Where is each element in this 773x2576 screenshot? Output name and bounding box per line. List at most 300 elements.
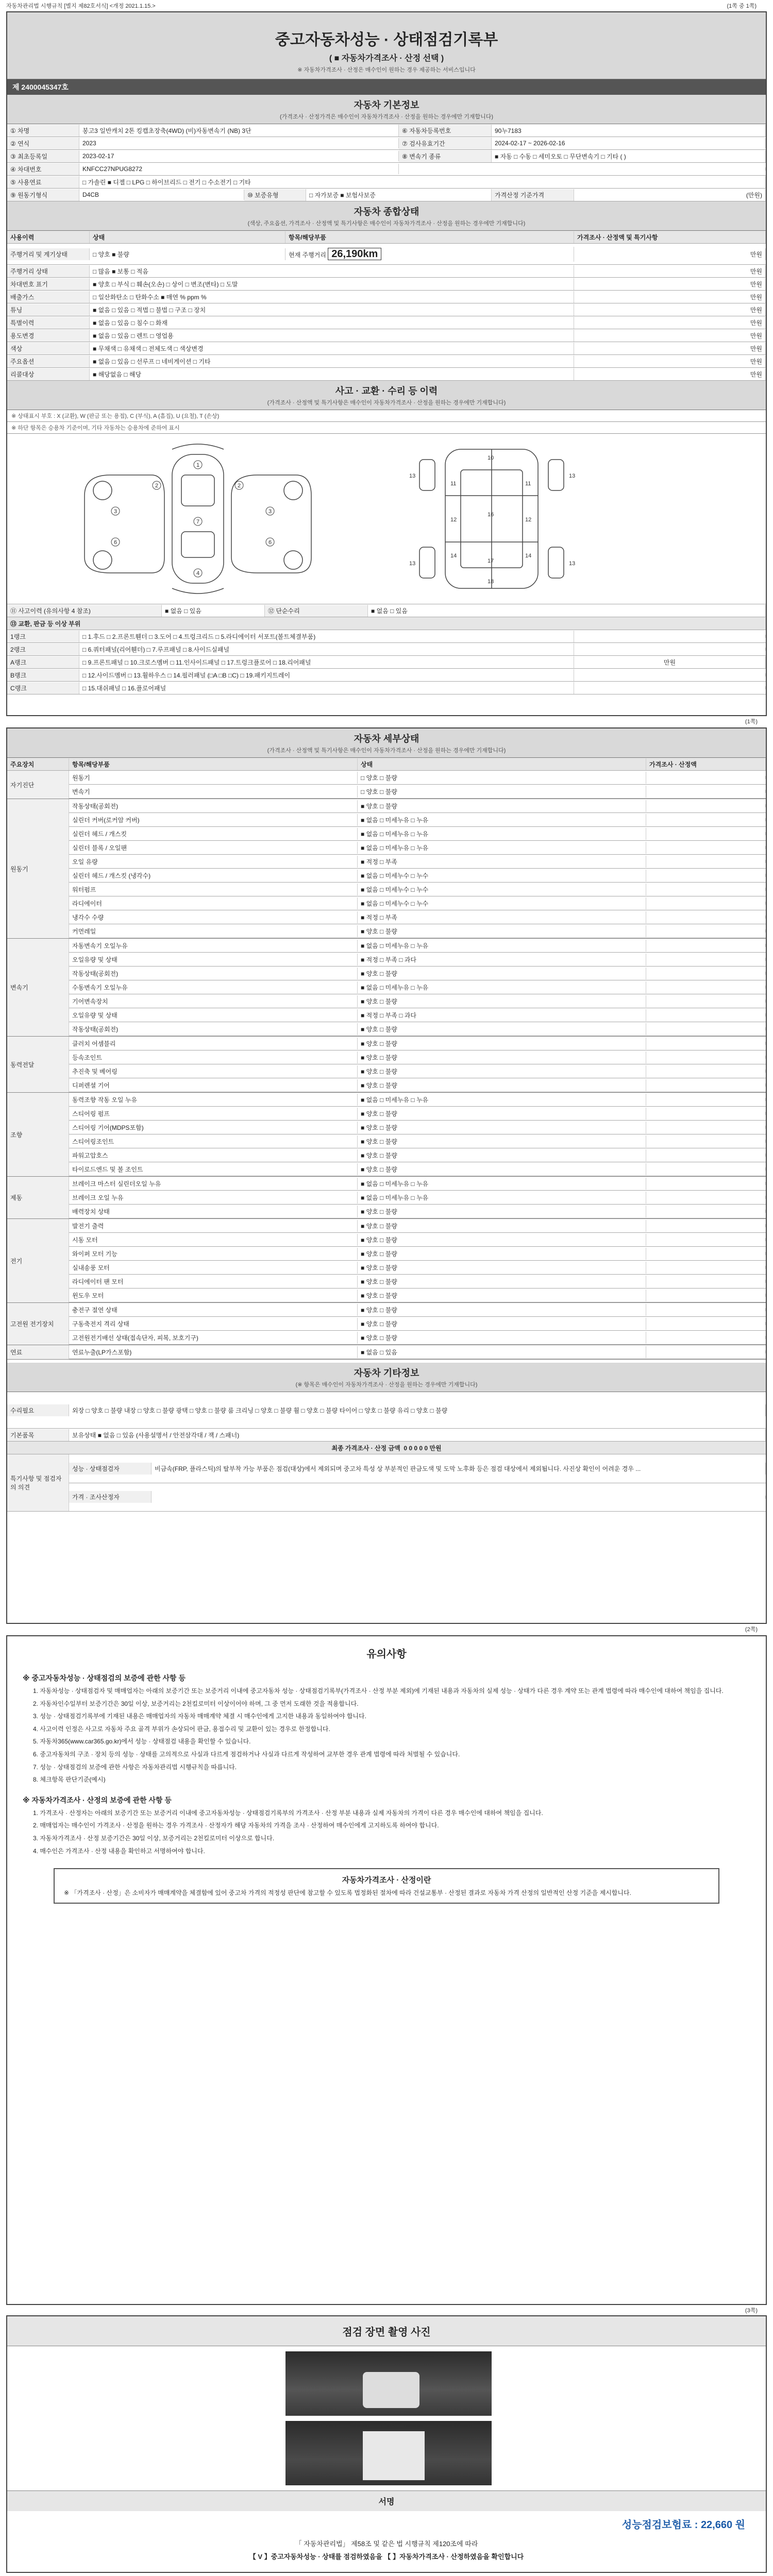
- detail-item-price: [646, 1266, 766, 1269]
- detail-item-row: [69, 869, 766, 883]
- summary-key: 튜닝: [7, 304, 90, 316]
- detail-item-row: [69, 1275, 766, 1289]
- detail-item-price: [646, 1224, 766, 1227]
- other-value: 보유상태 ■ 없음 □ 있음 (사용설명서 / 안전삼각대 / 잭 / 스패너): [69, 1429, 766, 1441]
- appraisal-box-text: ※ 「가격조사 · 산정」은 소비자가 매매계약을 체결함에 있어 중고차 가격의 적정성 판단에 참고할 수 있도록 법정화된 절차에 따라 건설교통부 · 산정된 결과로 자동차 가격 산정의 일반적인 산정 기준을 제시합니다.: [64, 1889, 631, 1897]
- summary-key: 주행거리 상태: [7, 265, 90, 277]
- detail-item-price: [646, 1252, 766, 1255]
- detail-item-row: [69, 1078, 766, 1092]
- svg-text:2: 2: [238, 483, 241, 489]
- detail-item-state: ■ 양호 □ 불량: [358, 1290, 646, 1301]
- detail-item-part: 타이로드엔드 및 볼 조인트: [69, 1163, 358, 1175]
- other-info-subnote: (※ 항목은 매수인이 자동차가격조사 · 산정을 원하는 경우에만 기재합니다): [295, 1382, 478, 1388]
- detail-item-part: 기어변속장치: [69, 995, 358, 1007]
- svg-text:11: 11: [450, 481, 457, 487]
- summary-table: [7, 244, 766, 381]
- detail-item-part: 오일유량 및 상태: [69, 1009, 358, 1021]
- inspector-note-row: [69, 1454, 766, 1483]
- detail-item-part: 디퍼렌셜 기어: [69, 1079, 358, 1091]
- detail-item-state: ■ 양호 □ 불량: [358, 1234, 646, 1246]
- detail-item-part: 충전구 절연 상태: [69, 1304, 358, 1316]
- final-price-label: 최종 가격조사 · 산정 금액: [331, 1444, 400, 1452]
- basic-key: ④ 차대번호: [7, 163, 79, 175]
- appraiser-label: 가격 · 조사산정자: [69, 1491, 152, 1503]
- detail-section-name: 연료: [7, 1345, 69, 1359]
- svg-text:4: 4: [196, 570, 200, 577]
- summary-unit: 만원: [574, 291, 766, 303]
- col-device: 주요장치: [7, 758, 69, 770]
- detail-item-state: ■ 양호 □ 불량: [358, 1122, 646, 1133]
- summary-key: 리콜대상: [7, 368, 90, 380]
- basic-info-header: [7, 95, 766, 124]
- detail-item-state: ■ 양호 □ 불량: [358, 1248, 646, 1260]
- simple-repair-value: ■ 없음 □ 있음: [368, 605, 766, 617]
- detail-item-part: 작동상태(공회전): [69, 800, 358, 812]
- col-price: 가격조사 · 산정액: [646, 758, 766, 770]
- summary-row: [7, 303, 766, 316]
- detail-item-price: [646, 1112, 766, 1115]
- detail-item-state: ■ 양호 □ 불량: [358, 1332, 646, 1344]
- other-row: [7, 1392, 766, 1429]
- footer-line-1: 「 자동차관리법」 제58조 및 같은 법 시행규칙 제120조에 따라: [295, 2540, 478, 2548]
- detail-item-row: [69, 1317, 766, 1331]
- detail-item-price: [646, 1167, 766, 1171]
- report-note: ※ 자동차가격조사 · 산정은 매수인이 원하는 경우 제공하는 서비스입니다: [297, 67, 476, 73]
- detail-item-state: ■ 양호 □ 불량: [358, 1220, 646, 1232]
- basic-key: ⑨ 원동기형식: [7, 189, 79, 201]
- detail-item-row: [69, 910, 766, 924]
- detail-item-state: ■ 양호 □ 불량: [358, 1065, 646, 1077]
- summary-unit: 만원: [574, 304, 766, 316]
- car-frame-diagram: [399, 439, 584, 599]
- basic-key: ⑧ 변속기 종류: [399, 150, 492, 162]
- certificate-number: 제 2400045347호: [7, 79, 766, 95]
- detail-item-price: [646, 1210, 766, 1213]
- svg-text:16: 16: [488, 512, 494, 518]
- detail-item-state: ■ 양호 □ 불량: [358, 968, 646, 979]
- vehicle-name: 봉고3 일반캐치 2톤 킹캡초장축(4WD) (비)자동변속기 (NB) 3단: [79, 125, 399, 137]
- detail-section-name: 자기진단: [7, 771, 69, 799]
- detail-item-row: [69, 1219, 766, 1233]
- detail-item-price: [646, 874, 766, 877]
- other-key: 기본품목: [7, 1429, 69, 1441]
- frame-rank-row: [7, 669, 766, 682]
- detail-item-price: [646, 790, 766, 793]
- detail-header: [7, 728, 766, 758]
- detail-item-price: [646, 1196, 766, 1199]
- detail-section-name: 조향: [7, 1093, 69, 1176]
- accident-history-label: ⑪ 사고이력 (유의사항 4 참조): [7, 605, 162, 617]
- appraiser-note-row: [69, 1483, 766, 1512]
- detail-section: [7, 939, 766, 1037]
- notice-paragraph: 4. 매수인은 가격조사 · 산정 내용을 확인하고 서명하여야 합니다.: [33, 1847, 205, 1855]
- accident-row: [7, 604, 766, 617]
- summary-key: 특별이력: [7, 317, 90, 329]
- detail-item-state: ■ 없음 □ 미세누유 □ 누유: [358, 940, 646, 952]
- summary-unit: 만원: [574, 248, 766, 260]
- svg-text:6: 6: [268, 539, 272, 546]
- summary-row: [7, 316, 766, 329]
- notice-paragraph: 7. 성능 · 상태점검의 보증에 관한 사항은 자동차관리법 시행규칙을 따릅니다.: [33, 1763, 237, 1771]
- summary-header: [7, 201, 766, 231]
- detail-item-state: □ 양호 □ 불량: [358, 786, 646, 798]
- col-item: 항목/해당부품: [285, 231, 574, 243]
- other-value: 외장 □ 양호 □ 불량 내장 □ 양호 □ 불량 광택 □ 양호 □ 불량 룸 크리닝 □ 양호 □ 불량 휠 □ 양호 □ 불량 타이어 □ 양호 □ 불량 유리 □ 양호 □ 불량: [69, 1404, 766, 1416]
- detail-item-state: ■ 적정 □ 부족 □ 과다: [358, 1009, 646, 1021]
- detail-item-price: [646, 1280, 766, 1283]
- photo-area: [7, 2346, 766, 2490]
- detail-item-state: □ 양호 □ 불량: [358, 772, 646, 784]
- detail-item-row: [69, 1191, 766, 1205]
- special-notes-label: 특기사항 및 점검자의 의견: [7, 1454, 69, 1511]
- svg-text:17: 17: [488, 558, 494, 564]
- page-1: [6, 11, 767, 716]
- frame-head-label: ⑬ 교환, 판금 등 이상 부위: [7, 618, 766, 630]
- detail-section-name: 원동기: [7, 799, 69, 938]
- detail-item-state: ■ 적정 □ 부족: [358, 856, 646, 868]
- detail-item-price: [646, 916, 766, 919]
- detail-item-price: [646, 1294, 766, 1297]
- rank-key: 1랭크: [7, 631, 79, 642]
- notice-paragraph: 2. 매매업자는 매수인이 가격조사 · 산정을 원하는 경우 가격조사 · 산정자가 해당 자동차의 가격을 조사 · 산정하여 매수인에게 고지하도록 하여야 합니다.: [33, 1822, 439, 1829]
- other-info-title: 자동차 기타정보: [354, 1368, 419, 1378]
- mileage-value: 26,190km: [328, 248, 381, 260]
- col-price: 가격조사 · 산정액 및 특기사항: [574, 231, 766, 243]
- basic-info-title: 자동차 기본정보: [354, 100, 419, 110]
- svg-text:12: 12: [525, 517, 532, 523]
- detail-item-row: [69, 813, 766, 827]
- detail-item-row: [69, 799, 766, 813]
- detail-item-state: ■ 없음 □ 미세누유 □ 누유: [358, 828, 646, 840]
- detail-item-price: [646, 958, 766, 961]
- svg-text:14: 14: [450, 553, 457, 559]
- detail-section: [7, 1037, 766, 1093]
- summary-row: [7, 329, 766, 342]
- detail-item-part: 변속기: [69, 786, 358, 798]
- detail-item-state: ■ 적정 □ 부족: [358, 911, 646, 923]
- svg-text:2: 2: [155, 483, 159, 489]
- frame-rank-row: [7, 630, 766, 643]
- detail-item-price: [646, 1140, 766, 1143]
- transmission-type: ■ 자동 □ 수동 □ 세미오토 □ 무단변속기 □ 기타 ( ): [492, 150, 766, 162]
- detail-item-part: 원동기: [69, 772, 358, 784]
- page-3: [6, 1635, 767, 2305]
- basic-row: [7, 163, 766, 176]
- vehicle-rear-shape: [363, 2431, 425, 2480]
- vehicle-front-shape: [363, 2372, 419, 2408]
- summary-title: 자동차 종합상태: [354, 207, 419, 217]
- insurance-fee-label: 성능점검보험료 :: [621, 2519, 698, 2531]
- frame-rank-row: [7, 682, 766, 694]
- svg-text:3: 3: [114, 509, 117, 515]
- detail-section: [7, 771, 766, 799]
- detail-item-row: [69, 1037, 766, 1050]
- detail-item-row: [69, 1205, 766, 1218]
- detail-item-part: 작동상태(공회전): [69, 1023, 358, 1035]
- summary-key: 차대번호 표기: [7, 278, 90, 290]
- detail-item-part: 클러치 어셈블리: [69, 1038, 358, 1049]
- detail-item-row: [69, 1148, 766, 1162]
- frame-rank-row: [7, 656, 766, 669]
- detail-item-part: 스티어링 기어(MDPS포함): [69, 1122, 358, 1133]
- summary-value: □ 많음 ■ 보통 □ 적음: [90, 265, 574, 277]
- detail-item-row: [69, 1345, 766, 1359]
- detail-item-row: [69, 1177, 766, 1191]
- summary-value: ■ 양호 □ 부식 □ 훼손(오손) □ 상이 □ 변조(변타) □ 도말: [90, 278, 574, 290]
- vin: KNFCC27NPUG8272: [79, 164, 399, 174]
- detail-item-price: [646, 1154, 766, 1157]
- detail-item-row: [69, 841, 766, 855]
- detail-item-row: [69, 939, 766, 953]
- notice-title: 유의사항: [366, 1649, 407, 1660]
- notice-paragraph: 5. 자동차365(www.car365.go.kr)에서 성능 · 상태점검 내용을 확인할 수 있습니다.: [33, 1738, 251, 1745]
- basic-info-subnote: (가격조사 · 산정가격은 매수인이 자동차가격조사 · 산정을 원하는 경우에만 기재합니다): [279, 114, 494, 120]
- summary-value: ■ 없음 □ 있음 □ 선루프 □ 네비게이션 □ 기타: [90, 355, 574, 367]
- rank-value: □ 12.사이드멤버 □ 13.휠하우스 □ 14.필러패널 (□A □B □C) □ 19.패키지트레이: [79, 669, 574, 681]
- detail-section: [7, 799, 766, 939]
- detail-item-part: 브레이크 마스터 실린더오일 누유: [69, 1178, 358, 1190]
- svg-text:13: 13: [569, 561, 576, 567]
- detail-item-row: [69, 953, 766, 967]
- detail-item-part: 연료누출(LP가스포함): [69, 1346, 358, 1358]
- detail-item-state: ■ 양호 □ 불량: [358, 800, 646, 812]
- detail-item-part: 실린더 커버(로커암 커버): [69, 814, 358, 826]
- detail-item-part: 발전기 출력: [69, 1220, 358, 1232]
- detail-item-part: 실린더 블록 / 오일팬: [69, 842, 358, 854]
- model-year: 2023: [79, 138, 399, 148]
- detail-item-row: [69, 771, 766, 785]
- notice-section-2: ※ 자동차가격조사 · 산정의 보증에 관한 사항 등: [23, 1795, 172, 1804]
- svg-text:14: 14: [525, 553, 532, 559]
- detail-item-part: 실린더 헤드 / 개스킷 (냉각수): [69, 870, 358, 882]
- detail-item-price: [646, 860, 766, 863]
- detail-item-row: [69, 1064, 766, 1078]
- notice-section-1: ※ 중고자동차성능 · 상태점검의 보증에 관한 사항 등: [23, 1674, 186, 1682]
- detail-item-state: ■ 양호 □ 불량: [358, 1304, 646, 1316]
- col-usage: 사용이력: [7, 231, 90, 243]
- form-reference: 자동차관리법 시행규칙 [별지 제82호서식] <개정 2021.1.15.>: [6, 3, 156, 9]
- detail-item-state: ■ 양호 □ 불량: [358, 1023, 646, 1035]
- detail-section-name: 전기: [7, 1219, 69, 1302]
- detail-item-part: 동력조향 작동 오일 누유: [69, 1094, 358, 1106]
- detail-item-state: ■ 양호 □ 불량: [358, 1136, 646, 1147]
- detail-item-state: ■ 양호 □ 불량: [358, 1318, 646, 1330]
- detail-item-price: [646, 1308, 766, 1311]
- summary-unit: 만원: [574, 368, 766, 380]
- detail-item-state: ■ 양호 □ 불량: [358, 1079, 646, 1091]
- detail-section: [7, 1093, 766, 1177]
- svg-text:3: 3: [268, 509, 272, 515]
- accident-title: 사고 · 교환 · 수리 등 이력: [335, 386, 438, 396]
- detail-item-part: 작동상태(공회전): [69, 968, 358, 979]
- rank-key: B랭크: [7, 669, 79, 681]
- detail-item-row: [69, 1050, 766, 1064]
- detail-item-state: ■ 양호 □ 불량: [358, 925, 646, 937]
- rank-value: □ 1.후드 □ 2.프론트휀더 □ 3.도어 □ 4.트렁크리드 □ 5.라디에이터 서포트(볼트체결부품): [79, 631, 574, 642]
- summary-value: ■ 없음 □ 있음 □ 렌트 □ 영업용: [90, 330, 574, 342]
- basic-key: 가격산정 기준가격: [492, 189, 574, 201]
- detail-item-part: 배력장치 상태: [69, 1206, 358, 1217]
- detail-item-price: [646, 1013, 766, 1016]
- detail-item-price: [646, 804, 766, 807]
- detail-item-state: ■ 양호 □ 불량: [358, 1052, 646, 1063]
- detail-item-row: [69, 967, 766, 980]
- other-key: 수리필요: [7, 1404, 69, 1416]
- detail-item-price: [646, 888, 766, 891]
- detail-item-row: [69, 994, 766, 1008]
- detail-item-state: ■ 없음 □ 있음: [358, 1346, 646, 1358]
- plate-number: 90누7183: [492, 125, 766, 137]
- detail-section: [7, 1177, 766, 1219]
- detail-item-price: [646, 846, 766, 849]
- detail-item-state: ■ 양호 □ 불량: [358, 1149, 646, 1161]
- notice-paragraph: 4. 사고이력 인정은 사고로 자동차 주요 골격 부위가 손상되어 판금, 용접수리 및 교환이 있는 경우로 한정합니다.: [33, 1725, 330, 1733]
- basic-row: [7, 124, 766, 137]
- detail-item-part: 실린더 헤드 / 개스킷: [69, 828, 358, 840]
- detail-section: [7, 1219, 766, 1303]
- detail-item-state: ■ 양호 □ 불량: [358, 995, 646, 1007]
- detail-item-price: [646, 1322, 766, 1325]
- detail-item-price: [646, 1070, 766, 1073]
- detail-section-name: 변속기: [7, 939, 69, 1036]
- frame-header: [7, 617, 766, 630]
- svg-text:10: 10: [488, 455, 494, 461]
- summary-unit: 만원: [574, 265, 766, 277]
- col-part: 항목/해당부품: [69, 758, 358, 770]
- detail-item-state: ■ 양호 □ 불량: [358, 1276, 646, 1287]
- detail-item-row: [69, 1331, 766, 1345]
- detail-section: [7, 1303, 766, 1345]
- detail-item-row: [69, 980, 766, 994]
- detail-item-row: [69, 924, 766, 938]
- summary-row: [7, 355, 766, 368]
- frame-rank-row: [7, 643, 766, 656]
- summary-row: [7, 265, 766, 278]
- summary-key: 배출가스: [7, 291, 90, 303]
- detail-item-row: [69, 785, 766, 799]
- svg-text:7: 7: [196, 519, 200, 525]
- notice-paragraph: 2. 자동차인수일부터 보증기간은 30일 이상, 보증거리는 2천킬로미터 이상이어야 하며, 그 중 먼저 도래한 것을 적용합니다.: [33, 1700, 359, 1707]
- detail-item-state: ■ 없음 □ 미세누수 □ 누수: [358, 870, 646, 882]
- basic-row: [7, 176, 766, 189]
- detail-item-price: [646, 1126, 766, 1129]
- car-exterior-diagram: [54, 439, 342, 599]
- summary-value: □ 일산화탄소 □ 탄화수소 ■ 매연 % ppm %: [90, 291, 574, 303]
- summary-key: 용도변경: [7, 330, 90, 342]
- summary-row: [7, 291, 766, 303]
- basic-key: ③ 최초등록일: [7, 150, 79, 162]
- detail-item-part: 스티어링 펌프: [69, 1108, 358, 1120]
- detail-item-part: 등속조인트: [69, 1052, 358, 1063]
- detail-item-state: ■ 적정 □ 부족 □ 과다: [358, 954, 646, 965]
- rank-key: A랭크: [7, 656, 79, 668]
- detail-section-name: 고전원 전기장치: [7, 1303, 69, 1345]
- detail-item-price: [646, 1027, 766, 1030]
- frame-rank-table: [7, 630, 766, 694]
- detail-item-part: 오일 유량: [69, 856, 358, 868]
- accident-legend: ※ 상태표시 부호 : X (교환), W (판금 또는 용접), C (부식), A (흠집), U (요철), T (손상): [7, 410, 766, 422]
- special-notes: [7, 1454, 766, 1512]
- detail-item-part: 워터펌프: [69, 884, 358, 895]
- detail-item-part: 구동축전지 격리 상태: [69, 1318, 358, 1330]
- final-price-value: 0 0 0 0 0 만원: [404, 1444, 442, 1452]
- summary-unit: 만원: [574, 343, 766, 354]
- report-title: 중고자동차성능 · 상태점검기록부: [275, 31, 498, 48]
- detail-item-price: [646, 929, 766, 933]
- notice-paragraph: 1. 자동차성능 · 상태점검자 및 매매업자는 아래의 보증기간 또는 보증거리 이내에 중고자동차 성능 · 상태점검기록부(가격조사 · 산정 부분 제외)에 기재된 내용과 자동차의 실제 성능 · 상태가 다른 경우 계약 또는 관계 법령에 따라 매수인에 대하여 책임을 집니다.: [33, 1687, 724, 1694]
- basic-row: [7, 189, 766, 201]
- mileage-label: 현재 주행거리: [289, 251, 326, 259]
- form-page-count: (1쪽 중 1쪽): [727, 3, 757, 9]
- svg-text:13: 13: [569, 473, 576, 479]
- basic-key: ⑩ 보증유형: [244, 189, 306, 201]
- summary-row: [7, 368, 766, 381]
- detail-item-state: ■ 없음 □ 미세누수 □ 누수: [358, 897, 646, 909]
- first-registration: 2023-02-17: [79, 151, 399, 161]
- detail-item-state: ■ 양호 □ 불량: [358, 1163, 646, 1175]
- detail-item-part: 와이퍼 모터 기능: [69, 1248, 358, 1260]
- detail-item-row: [69, 1022, 766, 1036]
- page-3-number: (3쪽): [745, 2308, 758, 2314]
- summary-key: 주요옵션: [7, 355, 90, 367]
- detail-item-price: [646, 1336, 766, 1339]
- detail-item-part: 스티어링조인트: [69, 1136, 358, 1147]
- rear-inspection-photo: [285, 2421, 492, 2485]
- detail-item-price: [646, 1350, 766, 1353]
- detail-item-price: [646, 902, 766, 905]
- detail-item-part: 추진축 및 베어링: [69, 1065, 358, 1077]
- appraiser-note: [152, 1496, 766, 1499]
- detail-item-part: 고전원전기배선 상태(접속단자, 피복, 보호기구): [69, 1332, 358, 1344]
- accident-subnote: (가격조사 · 산정액 및 특기사항은 매수인이 자동차가격조사 · 산정을 원하는 경우에만 기재합니다): [267, 400, 506, 406]
- notice-paragraph: 6. 중고자동차의 구조 · 장치 등의 성능 · 상태를 고의적으로 사실과 다르게 점검하거나 사실과 다르게 작성하여 교부한 경우 관계 법령에 따라 처벌될 수 있습니다.: [33, 1750, 460, 1758]
- detail-subnote: (가격조사 · 산정액 및 특기사항은 매수인이 자동차가격조사 · 산정을 원하는 경우에만 기재합니다): [267, 748, 506, 754]
- simple-repair-label: ⑫ 단순수리: [265, 605, 368, 617]
- detail-item-row: [69, 1261, 766, 1275]
- detail-item-state: ■ 없음 □ 미세누수 □ 누수: [358, 884, 646, 895]
- basic-info-table: [7, 124, 766, 201]
- rank-key: 2랭크: [7, 643, 79, 655]
- other-row: [7, 1429, 766, 1442]
- report-subtitle: ( ■ 자동차가격조사 · 산정 선택 ): [329, 54, 444, 63]
- notice-list-2: [23, 1808, 750, 1856]
- detail-item-part: 라디에이터 팬 모터: [69, 1276, 358, 1287]
- notice-list-1: [23, 1686, 750, 1785]
- detail-item-row: [69, 1093, 766, 1107]
- detail-item-row: [69, 896, 766, 910]
- appraisal-box-title: 자동차가격조사 · 산정이란: [342, 1876, 431, 1885]
- summary-unit: 만원: [574, 278, 766, 290]
- summary-value: ■ 해당없음 □ 해당: [90, 368, 574, 380]
- detail-item-row: [69, 1247, 766, 1261]
- summary-key: 색상: [7, 343, 90, 354]
- detail-item-row: [69, 855, 766, 869]
- detail-item-row: [69, 1289, 766, 1302]
- detail-item-state: ■ 없음 □ 미세누유 □ 누유: [358, 1178, 646, 1190]
- detail-section-name: 제동: [7, 1177, 69, 1218]
- detail-item-row: [69, 827, 766, 841]
- detail-item-price: [646, 1182, 766, 1185]
- detail-item-price: [646, 1042, 766, 1045]
- svg-text:13: 13: [409, 561, 416, 567]
- detail-title: 자동차 세부상태: [354, 734, 419, 744]
- rank-value: □ 15.대쉬패널 □ 16.플로어패널: [79, 682, 574, 694]
- notice-paragraph: 3. 성능 · 상태점검기록부에 기재된 내용은 매매업자의 자동차 매매계약 체결 시 매수인에게 고지한 내용과 동일하여야 합니다.: [33, 1713, 366, 1720]
- detail-item-row: [69, 1162, 766, 1176]
- detail-item-state: ■ 양호 □ 불량: [358, 1108, 646, 1120]
- rank-value: □ 9.프론트패널 □ 10.크로스멤버 □ 11.인사이드패널 □ 17.트렁크플로어 □ 18.리어패널: [79, 656, 574, 668]
- col-state: 상태: [90, 231, 285, 243]
